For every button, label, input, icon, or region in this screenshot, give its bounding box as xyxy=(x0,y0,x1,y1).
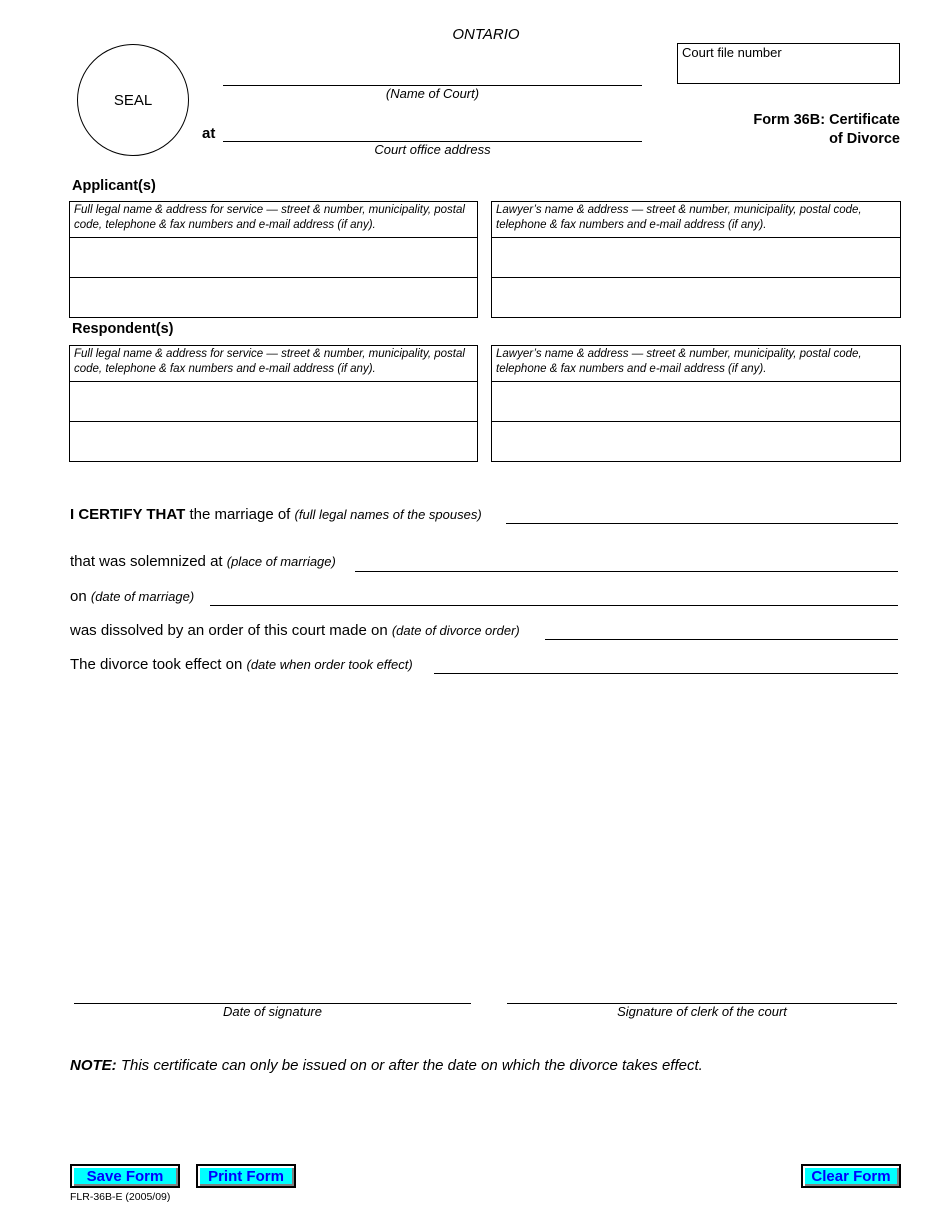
note-text: This certificate can only be issued on or after the date on which the divorce takes effect. xyxy=(116,1057,703,1074)
respondent-lawyer-box xyxy=(491,345,901,462)
certify-hint: (full legal names of the spouses) xyxy=(294,507,482,522)
marriage-date-statement xyxy=(70,588,194,605)
note-label: NOTE: xyxy=(70,1057,117,1074)
effective-date-field[interactable] xyxy=(434,673,898,674)
on-hint: (date of marriage) xyxy=(90,589,195,604)
jurisdiction-title: ONTARIO xyxy=(452,26,520,43)
applicants-label: Applicant(s) xyxy=(72,178,156,194)
solemnized-text: that was solemnized at xyxy=(70,553,227,570)
respondent-info-header: Full legal name & address for service — street & number, municipality, postal code, telephone & fax numbers and e-mail address (if any). xyxy=(70,346,477,382)
note xyxy=(70,1057,703,1074)
save-form-button[interactable]: Save Form xyxy=(70,1164,180,1188)
form-title xyxy=(700,111,900,149)
court-file-number-label: Court file number xyxy=(682,45,782,60)
seal-label: SEAL xyxy=(113,91,153,109)
date-of-signature-caption: Date of signature xyxy=(222,1004,322,1019)
applicant-info-header: Full legal name & address for service — street & number, municipality, postal code, telephone & fax numbers and e-mail address (if any). xyxy=(70,202,477,238)
court-seal xyxy=(77,44,189,156)
applicant-lawyer-box xyxy=(491,201,901,318)
applicant-row-1[interactable] xyxy=(70,238,477,278)
dissolved-statement xyxy=(70,622,520,639)
dissolved-text: was dissolved by an order of this court made on xyxy=(70,622,392,639)
respondent-info-box xyxy=(69,345,478,462)
solemnized-hint: (place of marriage) xyxy=(226,554,336,569)
divorce-order-date-field[interactable] xyxy=(545,639,898,640)
on-text: on xyxy=(70,588,91,605)
dissolved-hint: (date of divorce order) xyxy=(391,623,520,638)
spouses-names-field[interactable] xyxy=(506,523,898,524)
form-code: FLR-36B-E (2005/09) xyxy=(70,1191,171,1203)
clerk-signature-caption: Signature of clerk of the court xyxy=(617,1004,787,1019)
effect-text: The divorce took effect on xyxy=(70,656,247,673)
applicant-row-2[interactable] xyxy=(70,278,477,318)
respondent-lawyer-header: Lawyer’s name & address — street & number, municipality, postal code, telephone & fax numbers and e-mail address (if any). xyxy=(492,346,900,382)
applicant-lawyer-row-2[interactable] xyxy=(492,278,900,318)
respondent-lawyer-row-1[interactable] xyxy=(492,382,900,422)
court-file-number-field[interactable] xyxy=(677,43,900,84)
court-name-caption: (Name of Court) xyxy=(385,86,480,101)
certify-text: the marriage of xyxy=(185,506,295,523)
solemnized-statement xyxy=(70,553,336,570)
effect-hint: (date when order took effect) xyxy=(246,657,413,672)
certify-bold: I CERTIFY THAT xyxy=(70,506,186,523)
certify-statement xyxy=(70,506,482,523)
form-title-line-2: of Divorce xyxy=(829,131,900,147)
respondent-row-2[interactable] xyxy=(70,422,477,462)
clear-form-button[interactable]: Clear Form xyxy=(801,1164,901,1188)
at-label: at xyxy=(202,125,216,142)
respondents-label: Respondent(s) xyxy=(72,321,174,337)
applicant-lawyer-header: Lawyer’s name & address — street & number, municipality, postal code, telephone & fax numbers and e-mail address (if any). xyxy=(492,202,900,238)
effect-statement xyxy=(70,656,413,673)
date-of-marriage-field[interactable] xyxy=(210,605,898,606)
court-address-caption: Court office address xyxy=(374,142,491,157)
respondent-lawyer-row-2[interactable] xyxy=(492,422,900,462)
applicant-lawyer-row-1[interactable] xyxy=(492,238,900,278)
respondent-row-1[interactable] xyxy=(70,382,477,422)
place-of-marriage-field[interactable] xyxy=(355,571,898,572)
print-form-button[interactable]: Print Form xyxy=(196,1164,296,1188)
form-title-line-1: Form 36B: Certificate xyxy=(753,112,900,128)
applicant-info-box xyxy=(69,201,478,318)
